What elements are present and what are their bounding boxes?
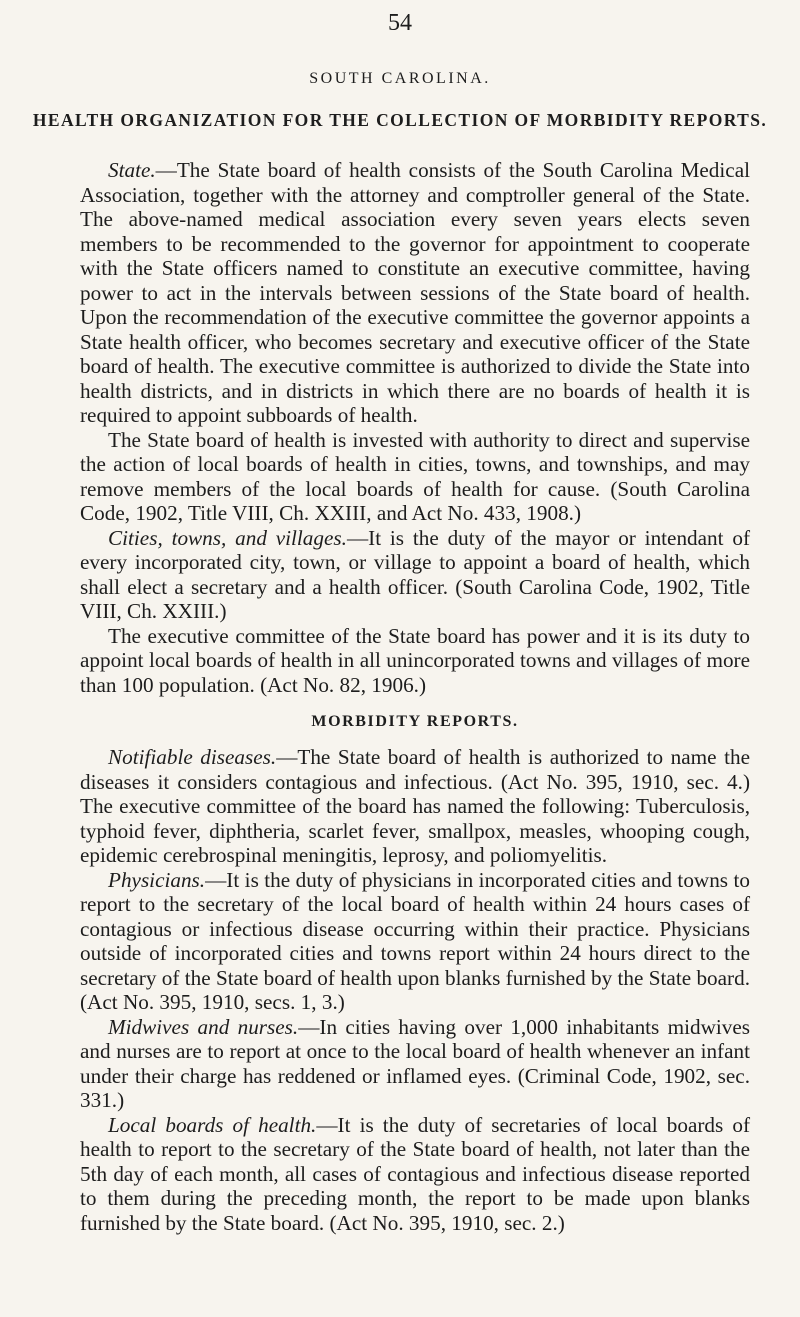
paragraph-text: —The State board of health consists of the South Carolina Medical Association, together with the attorney and comptroller general of the State. The above-named medical association every seven years elects seven members to be recommended to the governor for appointment to cooperate with the State officers named to constitute an executive committee, having power to act in the intervals between sessions of the State board of health. Upon the recommendation of the executive committee the governor appoints a State health officer, who becomes secretary and executive officer of the State board of health. The executive committee is authorized to divide the State into health districts, and in districts in which there are no boards of health it is required to appoint subboards of health.: [80, 158, 750, 427]
paragraph-state: [80, 158, 750, 428]
paragraph-text: —It is the duty of physicians in incorporated cities and towns to report to the secretary of the local board of health within 24 hours cases of contagious or infectious disease occurring within their practice. Physicians outside of incorporated cities and towns report within 24 hours direct to the secretary of the State board of health upon blanks furnished by the State board. (Act No. 395, 1910, secs. 1, 3.): [80, 867, 750, 1014]
paragraph-lead: Cities, towns, and villages.: [108, 525, 347, 550]
paragraph-lead: Physicians.: [108, 867, 206, 892]
paragraph-text: —In cities having over 1,000 inhabitants midwives and nurses are to report at once to the local board of health whenever an infant under their charge has reddened or inflamed eyes. (Criminal Code, 1902, sec. 331.): [80, 1014, 750, 1112]
paragraph-midwives-nurses: [80, 1015, 750, 1113]
running-head: SOUTH CAROLINA.: [309, 70, 491, 87]
paragraph-text: —The State board of health is authorized to name the diseases it considers contagious and infectious. (Act No. 395, 1910, sec. 4.) The executive committee of the board has named the following: Tuberculosis, typhoid fever, diphtheria, scarlet fever, smallpox, measles, whooping cough, epidemic cerebrospinal meningitis, leprosy, and poliomyelitis.: [80, 745, 750, 867]
paragraph-notifiable-diseases: [80, 745, 750, 868]
section-title-health-organization: HEALTH ORGANIZATION FOR THE COLLECTION OF MORBIDITY REPORTS.: [32, 110, 768, 130]
paragraph-lead: Midwives and nurses.: [108, 1014, 299, 1039]
paragraph-local-boards: [80, 1113, 750, 1236]
body-text: [80, 158, 750, 1235]
section-title-morbidity-reports: MORBIDITY REPORTS.: [311, 713, 519, 730]
page-number: 54: [388, 10, 412, 36]
paragraph-text: —It is the duty of secretaries of local boards of health to report to the secretary of the State board of health, not later than the 5th day of each month, all cases of contagious and infectious disease reported to them during the preceding month, the report to be made upon blanks furnished by the State board. (Act No. 395, 1910, sec. 2.): [80, 1112, 750, 1235]
paragraph-text: —It is the duty of the mayor or intendant of every incorporated city, town, or village to appoint a board of health, which shall elect a secretary and a health officer. (South Carolina Code, 1902, Title VIII, Ch. XXIII.): [80, 525, 750, 623]
paragraph-lead: Local boards of health.: [108, 1112, 317, 1137]
paragraph-lead: State.: [108, 158, 156, 182]
paragraph-executive-committee: [80, 624, 750, 698]
paragraph-text: The executive committee of the State board has power and it is its duty to appoint local boards of health in all unincorporated towns and villages of more than 100 population. (Act No. 82, 1906.): [80, 623, 750, 697]
paragraph-cities-towns-villages: [80, 526, 750, 624]
paragraph-state-board-authority: [80, 428, 750, 526]
paragraph-physicians: [80, 868, 750, 1015]
paragraph-lead: Notifiable diseases.: [108, 745, 277, 769]
paragraph-text: The State board of health is invested with authority to direct and supervise the action of local boards of health in cities, towns, and townships, and may remove members of the local boards of health for cause. (South Carolina Code, 1902, Title VIII, Ch. XXIII, and Act No. 433, 1908.): [80, 427, 750, 525]
